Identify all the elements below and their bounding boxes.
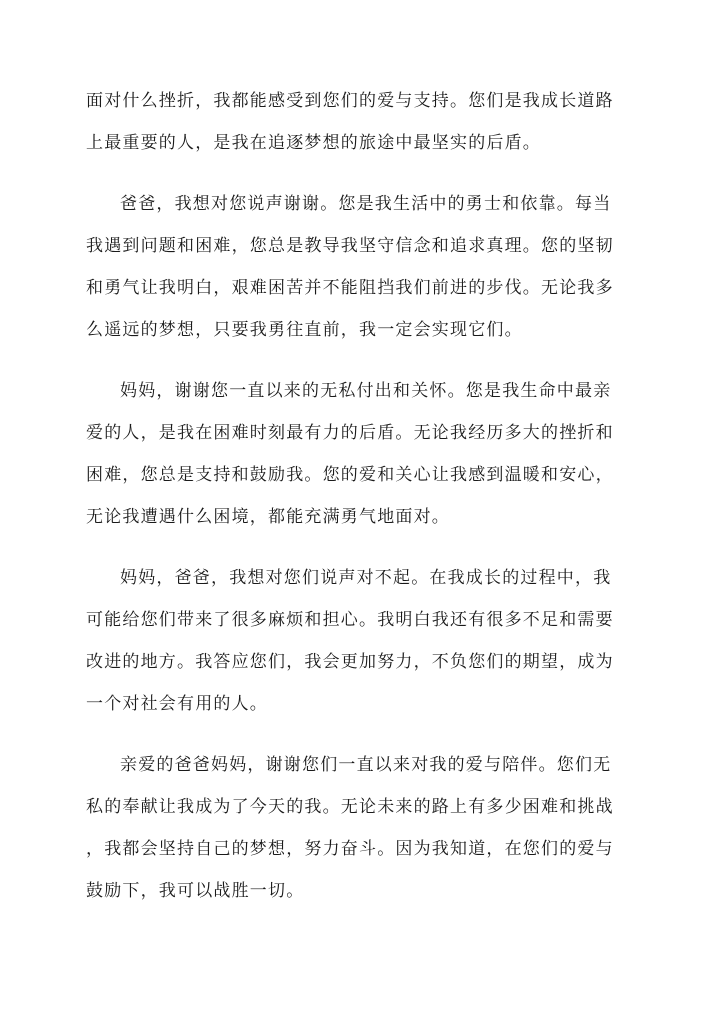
paragraph-line: 困难，您总是支持和鼓励我。您的爱和关心让我感到温暖和安心， bbox=[86, 465, 614, 485]
paragraph-line: 可能给您们带来了很多麻烦和担心。我明白我还有很多不足和需要 bbox=[86, 610, 614, 630]
paragraph-line: 爱的人，是我在困难时刻最有力的后盾。无论我经历多大的挫折和 bbox=[86, 423, 614, 443]
paragraph-line: ，我都会坚持自己的梦想，努力奋斗。因为我知道，在您们的爱与 bbox=[86, 839, 614, 859]
paragraph-line: 爸爸，我想对您说声谢谢。您是我生活中的勇士和依靠。每当 bbox=[120, 194, 612, 214]
paragraph-line: 和勇气让我明白，艰难困苦并不能阻挡我们前进的步伐。无论我多 bbox=[86, 278, 614, 298]
paragraph-line: 面对什么挫折，我都能感受到您们的爱与支持。您们是我成长道路 bbox=[86, 91, 614, 111]
paragraph-line: 私的奉献让我成为了今天的我。无论未来的路上有多少困难和挑战 bbox=[86, 797, 614, 817]
paragraph-line: 妈妈，爸爸，我想对您们说声对不起。在我成长的过程中，我 bbox=[120, 568, 612, 588]
paragraph-line: 上最重要的人，是我在追逐梦想的旅途中最坚实的后盾。 bbox=[86, 133, 541, 153]
paragraph-1 bbox=[86, 80, 634, 164]
document-body bbox=[86, 80, 634, 931]
paragraph-5 bbox=[86, 744, 634, 912]
paragraph-line: 一个对社会有用的人。 bbox=[86, 694, 268, 714]
paragraph-4 bbox=[86, 557, 634, 725]
paragraph-line: 么遥远的梦想，只要我勇往直前，我一定会实现它们。 bbox=[86, 320, 523, 340]
paragraph-2 bbox=[86, 183, 634, 351]
paragraph-line: 妈妈，谢谢您一直以来的无私付出和关怀。您是我生命中最亲 bbox=[120, 381, 612, 401]
paragraph-line: 无论我遭遇什么困境，都能充满勇气地面对。 bbox=[86, 507, 450, 527]
paragraph-line: 改进的地方。我答应您们，我会更加努力，不负您们的期望，成为 bbox=[86, 652, 614, 672]
paragraph-line: 鼓励下，我可以战胜一切。 bbox=[86, 881, 305, 901]
paragraph-3 bbox=[86, 370, 634, 538]
paragraph-line: 亲爱的爸爸妈妈，谢谢您们一直以来对我的爱与陪伴。您们无 bbox=[120, 755, 612, 775]
paragraph-line: 我遇到问题和困难，您总是教导我坚守信念和追求真理。您的坚韧 bbox=[86, 236, 614, 256]
